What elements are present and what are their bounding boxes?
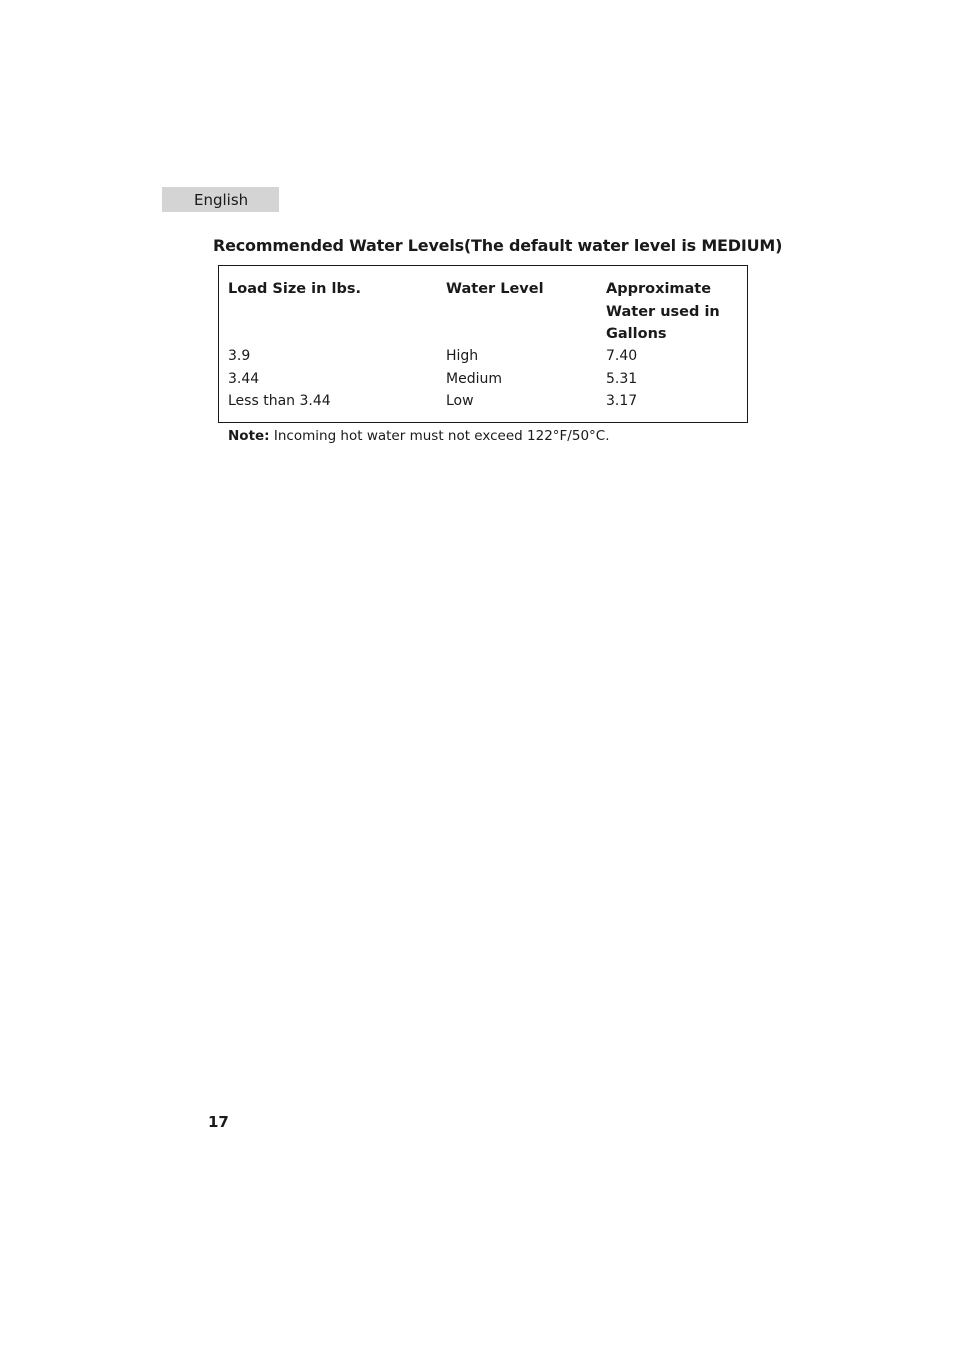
table-cell-gallons: 7.40 bbox=[606, 348, 638, 364]
table-cell-water-level: Medium bbox=[446, 370, 502, 387]
table-cell-water-level: High bbox=[446, 348, 479, 364]
table-cell-load-size: Less than 3.44 bbox=[228, 393, 331, 409]
water-level-table bbox=[218, 265, 748, 423]
table-cell-load-size: 3.44 bbox=[228, 370, 260, 387]
language-tab: English bbox=[162, 187, 279, 212]
table-cell-load-size: 3.9 bbox=[228, 348, 251, 364]
page-number: 17 bbox=[208, 1113, 229, 1131]
table-cell-water-level: Low bbox=[446, 393, 474, 409]
note-text: Incoming hot water must not exceed 122°F/50°C. bbox=[273, 428, 610, 444]
header-approx-water-line-2: Water used in bbox=[606, 303, 720, 320]
note bbox=[228, 428, 610, 444]
header-water-level: Water Level bbox=[446, 281, 544, 297]
section-title: Recommended Water Levels(The default water level is MEDIUM) bbox=[213, 236, 783, 255]
table-cell-gallons: 5.31 bbox=[606, 370, 638, 387]
header-approx-water-line-3: Gallons bbox=[606, 326, 667, 342]
table-cell-gallons: 3.17 bbox=[606, 393, 638, 409]
header-approx-water-line-1: Approximate bbox=[606, 281, 712, 297]
header-load-size: Load Size in lbs. bbox=[228, 281, 361, 297]
note-label: Note: bbox=[228, 428, 270, 444]
